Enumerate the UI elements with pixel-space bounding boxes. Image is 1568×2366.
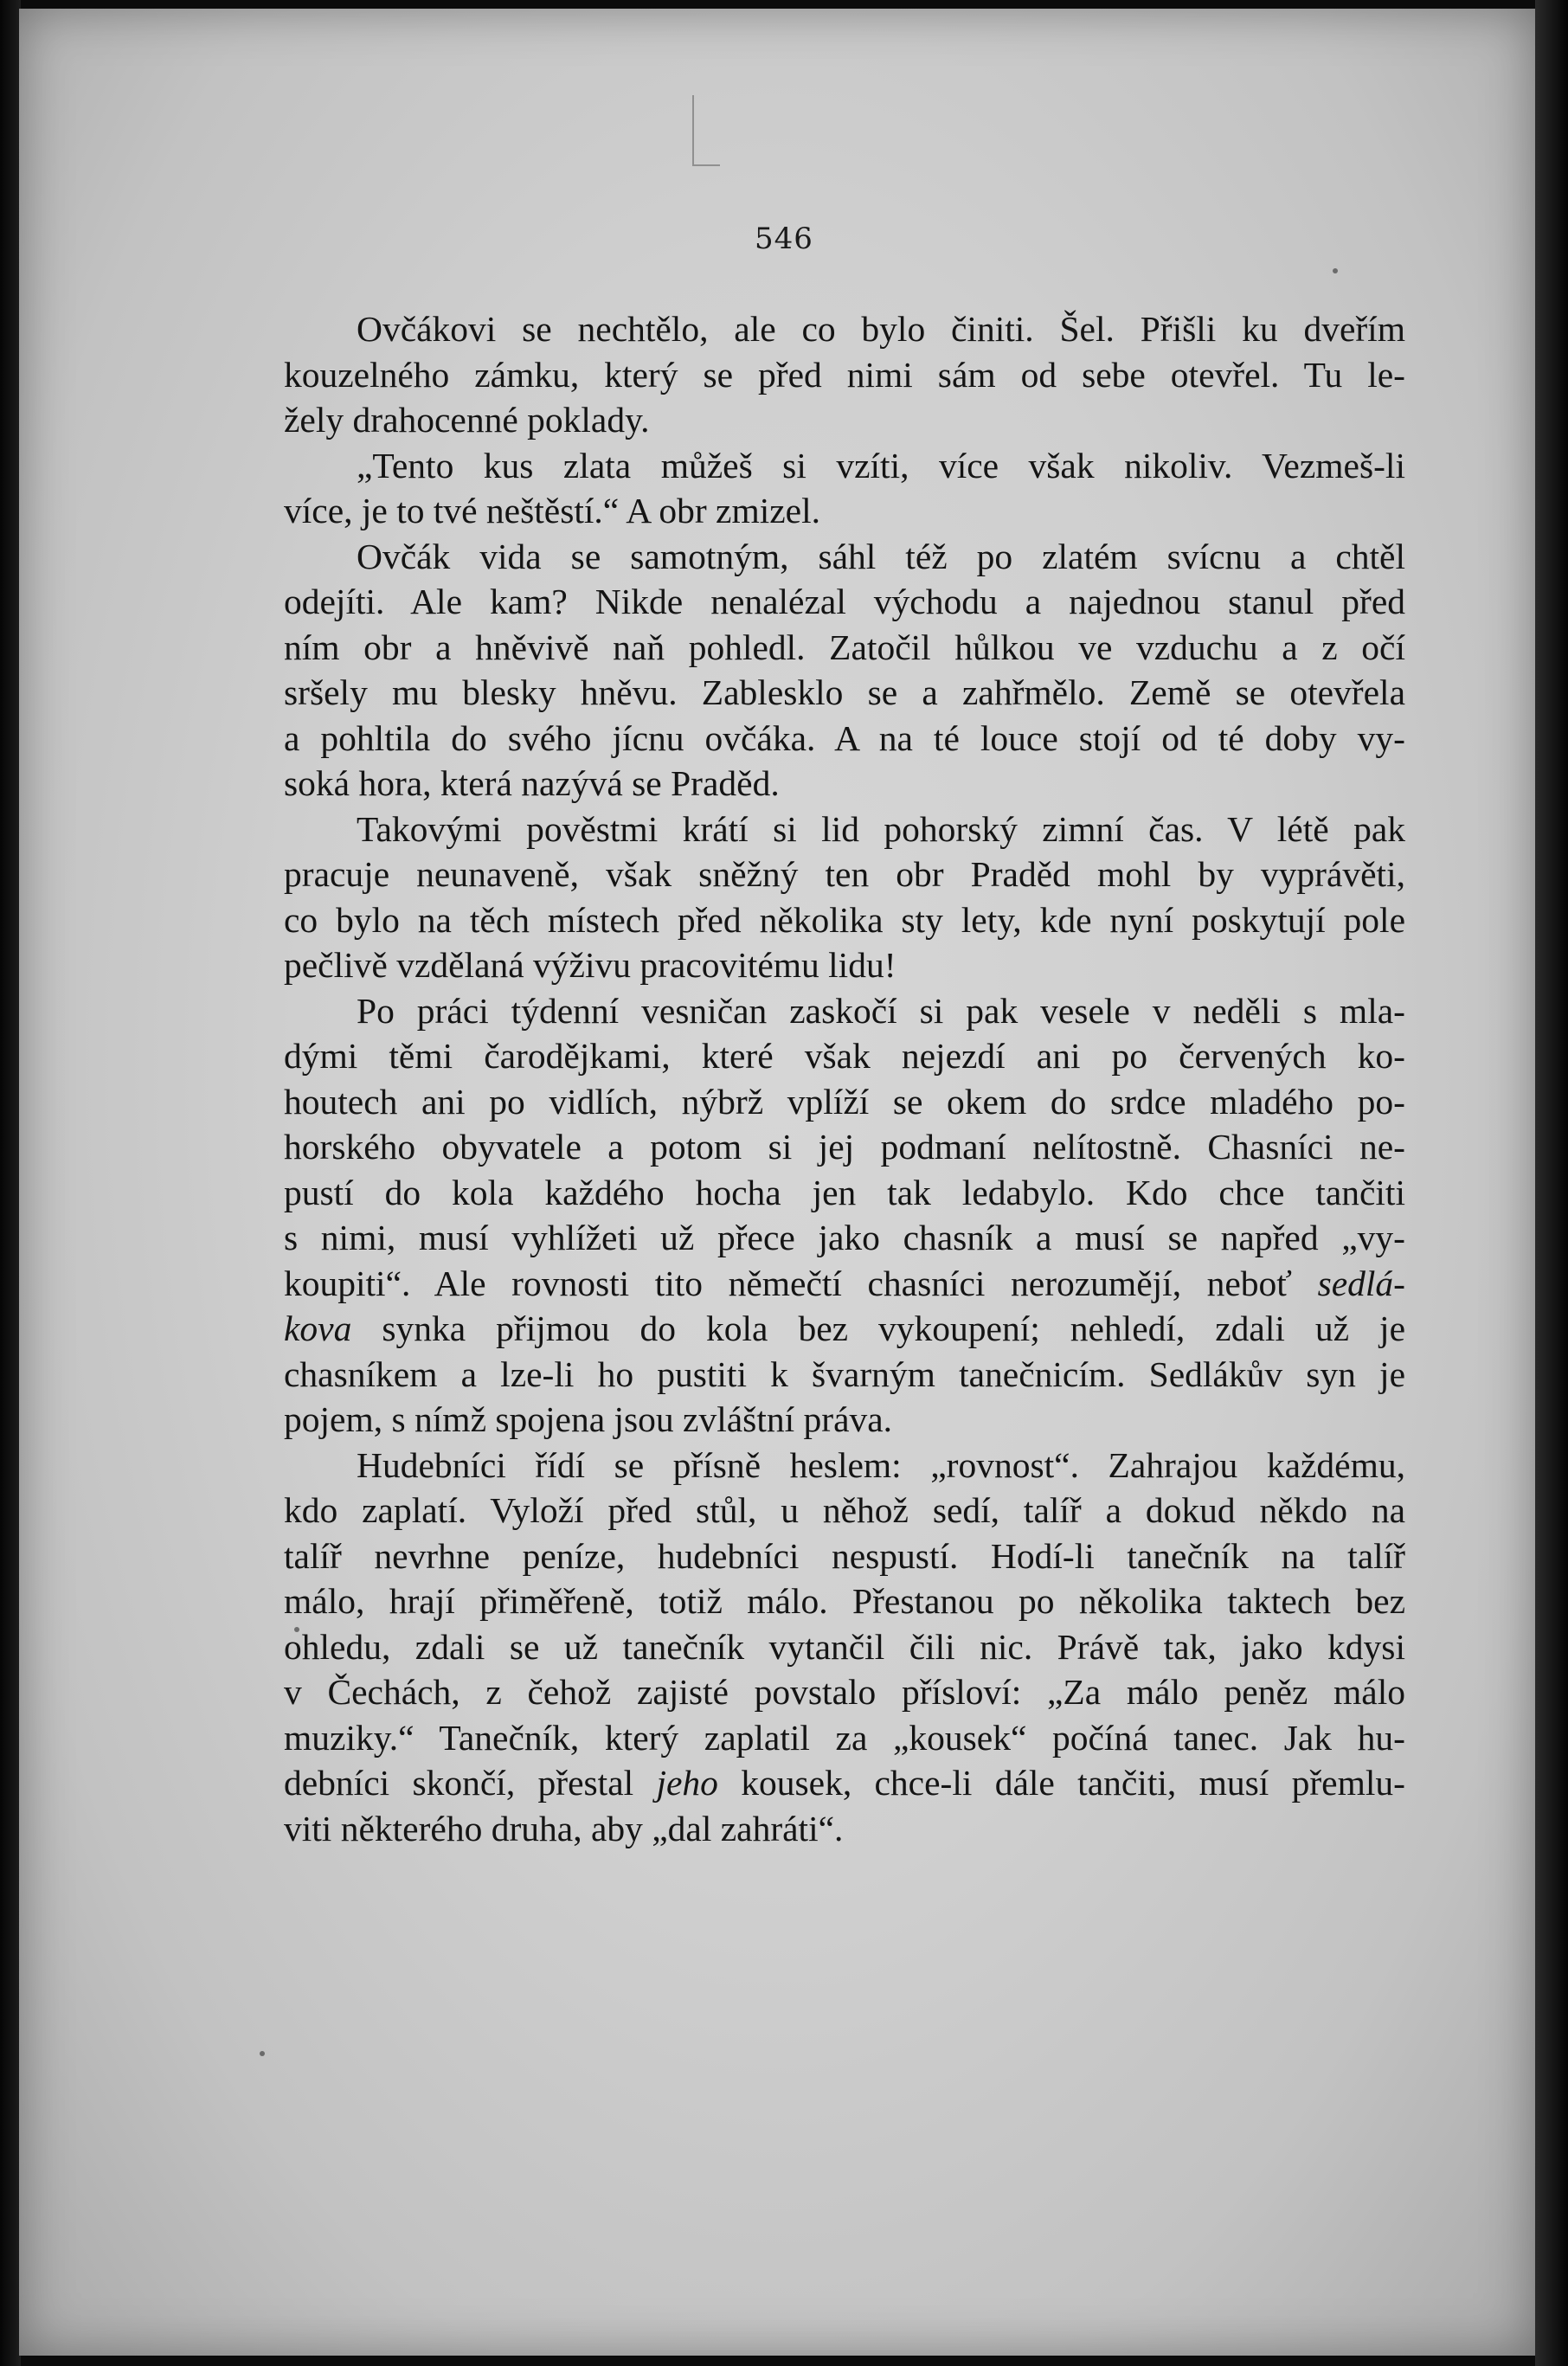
text-line: dými těmi čarodějkami, které však nejezdí ani po červených ko- [284,1036,1405,1076]
text-line: co bylo na těch místech před několika sty lety, kde nyní poskytují pole [284,899,1405,940]
text-line: ním obr a hněvivě naň pohledl. Zatočil hůlkou ve vzduchu a z očí [284,627,1405,667]
text-line: pustí do kola každého hocha jen tak ledabylo. Kdo chce tančiti [284,1172,1405,1212]
text-line: Ovčák vida se samotným, sáhl též po zlatém svícnu a chtěl [357,536,1405,576]
text-line: houtech ani po vidlích, nýbrž vplíží se okem do srdce mladého po- [284,1081,1405,1122]
text-line: ohledu, zdali se už tanečník vytančil čili nic. Právě tak, jako kdysi [284,1626,1405,1667]
text-line: s nimi, musí vyhlížeti už přece jako chasník a musí se napřed „vy- [284,1218,1405,1257]
text-line: a pohltila do svého jícnu ovčáka. A na té louce stojí od té doby vy- [284,717,1405,758]
text-line: kdo zaplatí. Vyloží před stůl, u něhož sedí, talíř a dokud někdo na [284,1490,1405,1530]
scan-speck [260,2051,265,2056]
text-line: žely drahocenné poklady. [284,400,650,440]
text-line: Po práci týdenní vesničan zaskočí si pak vesele v neděli s mla- [357,990,1405,1031]
text-line: pracuje neunaveně, však sněžný ten obr Praděd mohl by vyprávěti, [284,854,1405,894]
text-line: „Tento kus zlata můžeš si vzíti, více však nikoliv. Vezmeš-li [357,445,1405,485]
text-line: koupiti“. Ale rovnosti tito němečtí chasníci nerozumějí, neboť sedlá- [284,1263,1405,1303]
text-line: sršely mu blesky hněvu. Zablesklo se a zahřmělo. Země se otevřela [284,672,1405,712]
text-line: odejíti. Ale kam? Nikde nenalézal východu a najednou stanul před [284,582,1405,621]
text-line: debníci skončí, přestal jeho kousek, chce-li dále tančiti, musí přemlu- [284,1763,1405,1803]
text-line: horského obyvatele a potom si jej podmaní nelítostně. Chasníci ne- [284,1127,1405,1167]
body-text [284,306,1405,1851]
scan-left-edge [0,0,21,2366]
text-line: Ovčákovi se nechtělo, ale co bylo činiti. Šel. Přišli ku dveřím [357,309,1405,349]
scan-right-edge [1535,0,1568,2366]
text-line: kova synka přijmou do kola bez vykoupení; nehledí, zdali už je [284,1308,1405,1348]
text-line: Hudebníci řídí se přísně heslem: „rovnost“. Zahrajou každému, [357,1444,1405,1485]
text-line: v Čechách, z čehož zajisté povstalo přísloví: „Za málo peněz málo [284,1672,1405,1712]
text-line: pojem, s nímž spojena jsou zvláštní práva. [284,1399,893,1439]
text-line: soká hora, která nazývá se Praděd. [284,763,780,803]
scan-artifact-mark [692,95,720,166]
text-line: málo, hrají přiměřeně, totiž málo. Přestanou po několika taktech bez [284,1581,1405,1621]
page-number: 546 [755,222,813,256]
scan-speck [1333,268,1338,273]
text-line: talíř nevrhne peníze, hudebníci nespustí. Hodí-li tanečník na talíř [284,1535,1405,1576]
text-line: více, je to tvé neštěstí.“ A obr zmizel. [284,491,821,530]
text-line: kouzelného zámku, který se před nimi sám od sebe otevřel. Tu le- [284,354,1405,395]
text-line: pečlivě vzdělaná výživu pracovitému lidu! [284,945,896,985]
text-line: Takovými pověstmi krátí si lid pohorský zimní čas. V létě pak [357,808,1405,849]
text-line: viti některého druha, aby „dal zahráti“. [284,1808,844,1848]
text-line: muziky.“ Tanečník, který zaplatil za „kousek“ počíná tanec. Jak hu- [284,1717,1405,1758]
text-line: chasníkem a lze-li ho pustiti k švarným tanečnicím. Sedlákův syn je [284,1353,1405,1394]
